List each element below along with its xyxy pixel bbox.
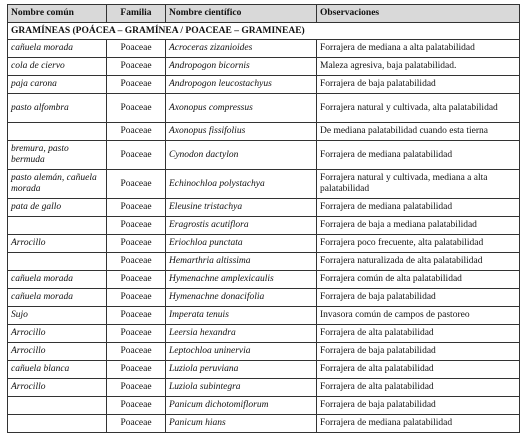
species-table [7, 4, 520, 433]
cell-common-name: Arrocillo [8, 325, 107, 343]
cell-observations: Forrajera natural y cultivada, alta palatabilidad [317, 94, 520, 123]
cell-common-name: Arrocillo [8, 379, 107, 397]
cell-scientific-name: Hymenachne donacifolia [166, 289, 317, 307]
header-family: Familia [107, 5, 166, 23]
table-row [8, 361, 520, 379]
cell-family: Poaceae [107, 235, 166, 253]
cell-observations: Forrajera común de alta palatabilidad [317, 271, 520, 289]
cell-observations: Forrajera de mediana palatabilidad [317, 141, 520, 170]
cell-observations: Forrajera naturalizada de alta palatabilidad [317, 253, 520, 271]
table-body [8, 23, 520, 433]
cell-common-name [8, 397, 107, 415]
cell-scientific-name: Eleusine tristachya [166, 199, 317, 217]
cell-common-name: pata de gallo [8, 199, 107, 217]
cell-scientific-name: Panicum hians [166, 415, 317, 433]
section-title: GRAMÍNEAS (POÁCEA – GRAMÍNEA / POACEAE – GRAMINEAE) [8, 23, 520, 40]
table-row [8, 397, 520, 415]
cell-observations: Forrajera poco frecuente, alta palatabilidad [317, 235, 520, 253]
table-row [8, 76, 520, 94]
cell-scientific-name: Eragrostis acutiflora [166, 217, 317, 235]
table-row [8, 307, 520, 325]
cell-common-name [8, 415, 107, 433]
cell-family: Poaceae [107, 170, 166, 199]
cell-common-name: Arrocillo [8, 343, 107, 361]
cell-family: Poaceae [107, 76, 166, 94]
cell-family: Poaceae [107, 123, 166, 141]
cell-family: Poaceae [107, 361, 166, 379]
table-row [8, 141, 520, 170]
cell-common-name: cañuela morada [8, 40, 107, 58]
cell-scientific-name: Acroceras zizanioides [166, 40, 317, 58]
cell-family: Poaceae [107, 379, 166, 397]
cell-common-name: cañuela blanca [8, 361, 107, 379]
table-row [8, 253, 520, 271]
cell-scientific-name: Imperata tenuis [166, 307, 317, 325]
cell-family: Poaceae [107, 397, 166, 415]
header-observations: Observaciones [317, 5, 520, 23]
cell-family: Poaceae [107, 141, 166, 170]
cell-family: Poaceae [107, 271, 166, 289]
table-row [8, 199, 520, 217]
cell-family: Poaceae [107, 325, 166, 343]
table-row [8, 289, 520, 307]
cell-scientific-name: Hymenachne amplexicaulis [166, 271, 317, 289]
cell-family: Poaceae [107, 307, 166, 325]
cell-scientific-name: Luziola subintegra [166, 379, 317, 397]
cell-common-name: cañuela morada [8, 289, 107, 307]
cell-observations: Forrajera natural y cultivada, mediana a alta palatabilidad [317, 170, 520, 199]
cell-observations: Invasora común de campos de pastoreo [317, 307, 520, 325]
section-row [8, 23, 520, 40]
table-row [8, 415, 520, 433]
table-row [8, 58, 520, 76]
cell-observations: De mediana palatabilidad cuando esta tierna [317, 123, 520, 141]
cell-family: Poaceae [107, 253, 166, 271]
cell-family: Poaceae [107, 289, 166, 307]
cell-family: Poaceae [107, 217, 166, 235]
table-row [8, 271, 520, 289]
table-row [8, 40, 520, 58]
table-row [8, 123, 520, 141]
header-row [8, 5, 520, 23]
cell-observations: Forrajera de mediana palatabilidad [317, 199, 520, 217]
header-common-name: Nombre común [8, 5, 107, 23]
cell-scientific-name: Andropogon leucostachyus [166, 76, 317, 94]
table-row [8, 170, 520, 199]
cell-family: Poaceae [107, 343, 166, 361]
cell-observations: Forrajera de alta palatabilidad [317, 379, 520, 397]
cell-common-name [8, 253, 107, 271]
cell-scientific-name: Panicum dichotomiflorum [166, 397, 317, 415]
cell-family: Poaceae [107, 40, 166, 58]
cell-common-name: bremura, pasto bermuda [8, 141, 107, 170]
cell-observations: Forrajera de baja palatabilidad [317, 289, 520, 307]
cell-observations: Forrajera de mediana a alta palatabilidad [317, 40, 520, 58]
cell-common-name [8, 217, 107, 235]
cell-scientific-name: Axonopus compressus [166, 94, 317, 123]
cell-common-name [8, 123, 107, 141]
cell-common-name: paja carona [8, 76, 107, 94]
cell-common-name: pasto alfombra [8, 94, 107, 123]
table-row [8, 325, 520, 343]
cell-common-name: Arrocillo [8, 235, 107, 253]
table-row [8, 379, 520, 397]
cell-family: Poaceae [107, 415, 166, 433]
table-row [8, 235, 520, 253]
cell-observations: Forrajera de mediana palatabilidad [317, 415, 520, 433]
cell-scientific-name: Hemarthria altissima [166, 253, 317, 271]
cell-observations: Forrajera de alta palatabilidad [317, 325, 520, 343]
cell-family: Poaceae [107, 199, 166, 217]
cell-scientific-name: Axonopus fissifolius [166, 123, 317, 141]
cell-observations: Forrajera de baja a mediana palatabilidad [317, 217, 520, 235]
cell-observations: Forrajera de baja palatabilidad [317, 76, 520, 94]
cell-observations: Forrajera de baja palatabilidad [317, 343, 520, 361]
table-row [8, 94, 520, 123]
cell-scientific-name: Echinochloa polystachya [166, 170, 317, 199]
cell-common-name: pasto alemán, cañuela morada [8, 170, 107, 199]
cell-common-name: Sujo [8, 307, 107, 325]
cell-common-name: cañuela morada [8, 271, 107, 289]
cell-scientific-name: Cynodon dactylon [166, 141, 317, 170]
cell-observations: Forrajera de baja palatabilidad [317, 397, 520, 415]
cell-observations: Forrajera de alta palatabilidad [317, 361, 520, 379]
cell-scientific-name: Eriochloa punctata [166, 235, 317, 253]
cell-common-name: cola de ciervo [8, 58, 107, 76]
cell-family: Poaceae [107, 94, 166, 123]
species-table-container [7, 4, 519, 433]
cell-scientific-name: Leersia hexandra [166, 325, 317, 343]
cell-scientific-name: Leptochloa uninervia [166, 343, 317, 361]
header-scientific-name: Nombre científico [166, 5, 317, 23]
cell-observations: Maleza agresiva, baja palatabilidad. [317, 58, 520, 76]
cell-scientific-name: Luziola peruviana [166, 361, 317, 379]
table-row [8, 343, 520, 361]
table-row [8, 217, 520, 235]
cell-family: Poaceae [107, 58, 166, 76]
cell-scientific-name: Andropogon bicornis [166, 58, 317, 76]
